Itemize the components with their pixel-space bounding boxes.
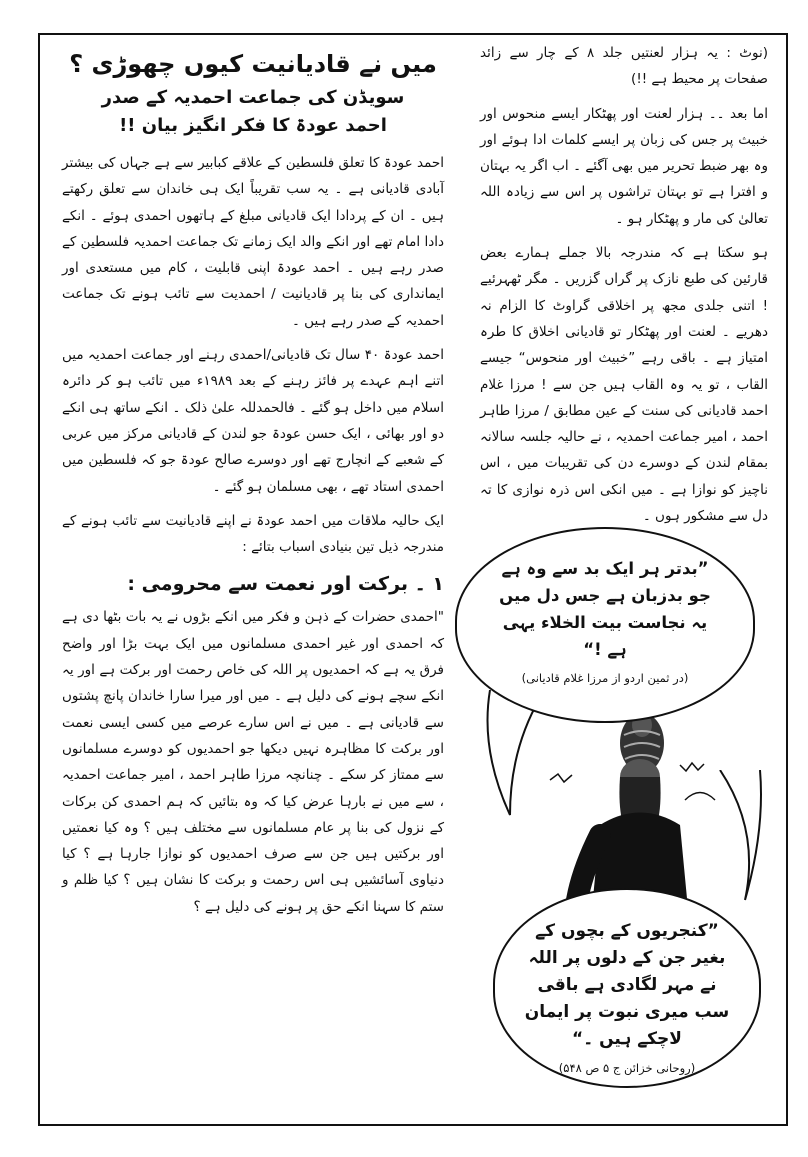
article-paragraph: احمد عودۃ کا تعلق فلسطین کے علاقے کبابیر سے ہے جہاں کی بیشتر آبادی قادیانی ہے ۔ یہ سب تقریباً ایک ہی خاندان سے تعلق رکھتے ہیں ۔ ان کے پردادا ایک قادیانی مبلغ کے ہاتھوں احمدی ہوئے ۔ انکے دادا امام تھے اور انکے والد ایک زمانے تک جماعت احمدیہ فلسطین کے صدر رہے ہیں ۔ احمد عودۃ اپنی قابلیت ، کام میں مستعدی اور ایمانداری کی بنا پر قادیانیت / احمدیت سے تائب ہونے تک جماعت احمدیہ کے صدر رہے ہیں ۔ (62, 155, 444, 329)
speech-bubble-bottom (493, 888, 761, 1088)
commentary-paragraph: ہو سکتا ہے کہ مندرجہ بالا جملے ہمارے بعض قارئین کی طبع نازک پر گراں گزریں ۔ مگر ٹھہرئیے ! اتنی جلدی مجھ پر اخلاقی گراوٹ کا الزام نہ دھریے ۔ لعنت اور پھٹکار تو قادیانی اخلاق کا طرہ امتیاز ہے ۔ باقی رہے ”خبیث اور منحوس“ جیسے القاب ، تو یہ وہ القاب ہیں جن سے ! مرزا غلام احمد قادیانی کی سنت کے عین مطابق / مرزا طاہر احمد ، امیر جماعت احمدیہ ، نے حالیہ جلسہ سالانہ بمقام لندن کے دوسرے دن کی تقریبات میں ، اس ناچیز کو نوازا ہے ۔ میں انکی اس ذرہ نوازی کا تہ دل سے مشکور ہوں ۔ (480, 245, 768, 525)
bubble-bottom-text: ”کنجریوں کے بچوں کے بغیر جن کے دلوں پر اللہ نے مہر لگادی ہے باقی سب میری نبوت پر ایمان لاچکے ہیں ۔“ (524, 921, 730, 1049)
commentary-column (480, 40, 768, 537)
bubble-top-source: (در ثمین اردو از مرزا غلام قادیانی) (521, 671, 689, 685)
article-paragraph: ایک حالیہ ملاقات میں احمد عودۃ نے اپنے قادیانیت سے تائب ہونے کے مندرجہ ذیل تین بنیادی اسباب بتائے : (62, 512, 444, 556)
article-paragraph: احمد عودۃ ۴۰ سال تک قادیانی/احمدی رہنے اور جماعت احمدیہ میں اتنے اہم عہدے پر فائز رہنے کے بعد ۱۹۸۹ء میں تائب ہو کر دائرہ اسلام میں داخل ہو گئے ۔ فالحمدللہ علیٰ ذلک ۔ انکے ساتھ ہی انکے دو اور بھائی ، ایک حسن عودۃ جو لندن کے قادیانی مرکز میں عربی کے شعبے کے انچارج تھے اور دوسرے صالح عودۃ جو کہ فلسطین میں احمدی استاد تھے ، بھی مسلمان ہو گئے ۔ (62, 347, 444, 495)
commentary-paragraph: اما بعد ۔۔ ہزار لعنت اور پھٹکار ایسے منحوس اور خبیث پر جس کی زبان پر ایسے کلمات ادا ہوئے اور وہ بھر ضبط تحریر میں بھی آگئے ۔ اب اگر یہ بہتان و افترا ہے تو بہتان تراشوں پر اس سے زیادہ اللہ تعالیٰ کی مار و پھٹکار ہو ۔ (480, 105, 768, 227)
bubble-bottom-source: (روحانی خزائن ج ۵ ص ۵۴۸) (558, 1061, 696, 1075)
bubble-top-text: ”بدتر ہر ایک بد سے وہ ہے جو بدزبان ہے جس دل میں یہ نجاست بیت الخلاء یہی ہے !“ (499, 559, 711, 659)
note: (نوٹ : یہ ہزار لعنتیں جلد ۸ کے چار سے زائد صفحات پر محیط ہے !!) (480, 45, 768, 88)
bubble-bottom-tail (715, 770, 775, 910)
article-title: میں نے قادیانیت کیوں چھوڑی ؟ (69, 50, 437, 78)
article-subtitle: سویڈن کی جماعت احمدیہ کے صدر (101, 87, 405, 108)
article-column (62, 46, 444, 928)
speech-bubble-top (455, 527, 755, 723)
section-heading: ۱ ۔ برکت اور نعمت سے محرومی : (127, 573, 444, 596)
article-subtitle-2: احمد عودۃ کا فکر انگیز بیان !! (119, 115, 387, 136)
quote-paragraph: "احمدی حضرات کے ذہن و فکر میں انکے بڑوں نے یہ بات بٹھا دی ہے کہ احمدی اور غیر احمدی مسلمانوں میں ایک بہت بڑا اور واضح فرق یہ ہے کہ احمدیوں پر اللہ کی خاص رحمت اور برکت ہے اور یہ انکے سچے ہونے کی دلیل ہے ۔ میں اور میرا سارا خاندان پانچ پشتوں سے قادیانی ہے ۔ میں نے اس سارے عرصے میں کسی ایسی نعمت اور برکت کا مظاہرہ نہیں دیکھا جو احمدیوں کو دوسرے مسلمانوں سے ممتاز کر سکے ۔ چنانچہ مرزا طاہر احمد ، امیر جماعت احمدیہ ، سے میں نے بارہا عرض کیا کہ وہ بتائیں کہ ہم احمدی کن برکات کے نزول کی بنا پر عام مسلمانوں سے مختلف ہیں ؟ وہ کیا نعمتیں اور برکتیں ہیں جن سے صرف احمدیوں کو نوازا جارہا ہے ؟ کیا دنیاوی آسائشیں ہی اس رحمت و برکت کا نشان ہیں ؟ کیا ظلم و ستم کا سہنا انکے حق پر ہونے کی دلیل ہے ؟ (62, 609, 444, 915)
